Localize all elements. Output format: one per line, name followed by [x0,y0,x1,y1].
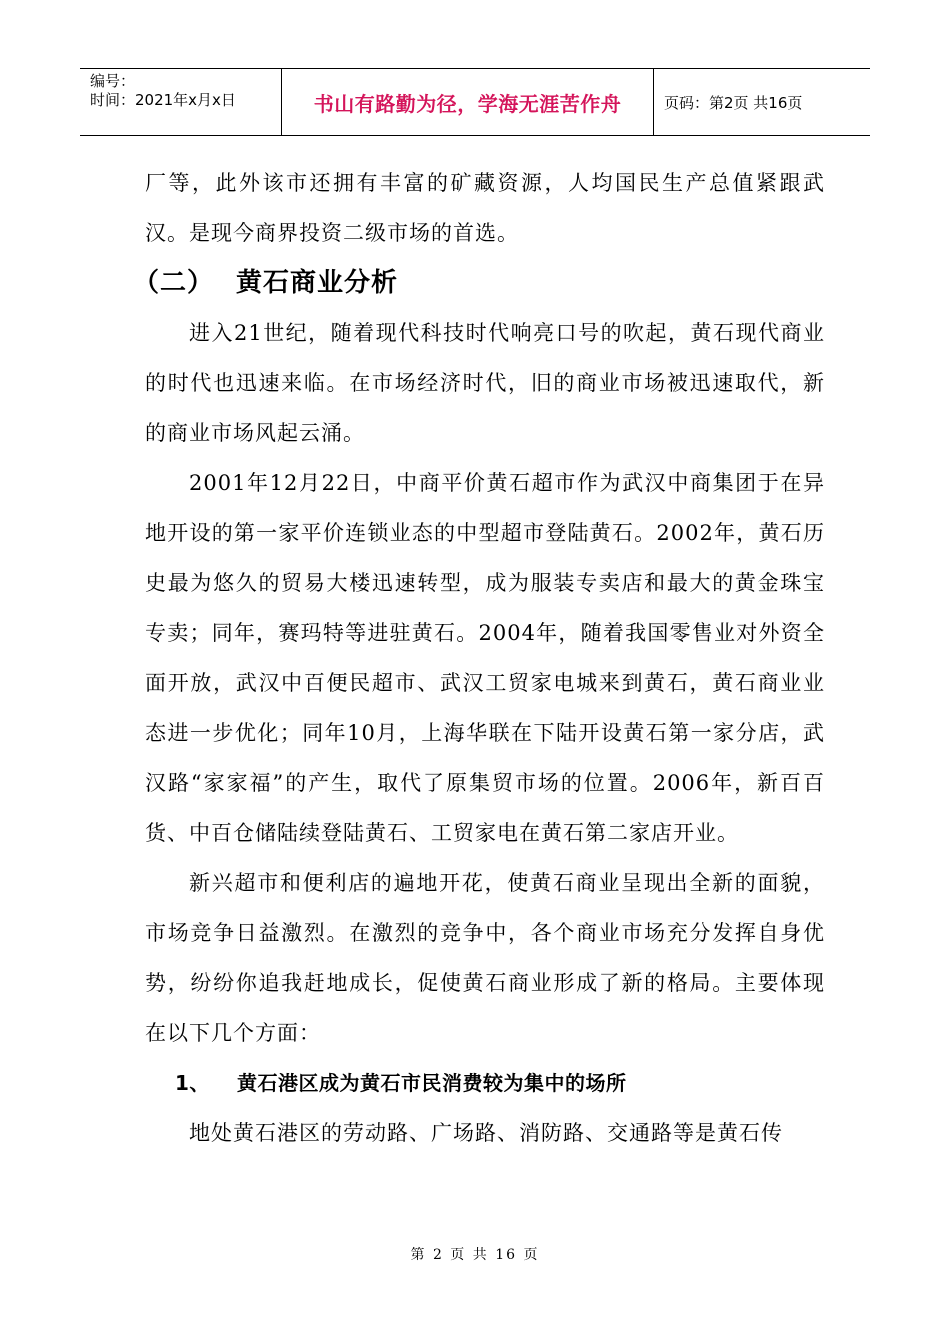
subsection-heading-1 [145,1058,825,1108]
document-body [133,158,825,1158]
paragraph-continued: 厂等，此外该市还拥有丰富的矿藏资源，人均国民生产总值紧跟武汉。是现今商界投资二级市场的首选。 [145,171,825,245]
page-footer: 第 2 页 共 16 页 [410,1247,540,1263]
header-date-label: 时间：2021年x月x日 [90,91,236,109]
section-heading-2 [133,258,825,308]
header-page-info: 页码：第2页 共16页 [664,93,803,112]
paragraph-1: 进入21世纪，随着现代科技时代响亮口号的吹起，黄石现代商业的时代也迅速来临。在市场经济时代，旧的商业市场被迅速取代，新的商业市场风起云涌。 [145,321,825,445]
header-motto: 书山有路勤为径，学海无涯苦作舟 [313,91,622,116]
paragraph-2: 2001年12月22日，中商平价黄石超市作为武汉中商集团于在异地开设的第一家平价连锁业态的中型超市登陆黄石。2002年，黄石历史最为悠久的贸易大楼迅速转型，成为服装专卖店和最大的黄金珠宝专卖；同年，赛玛特等进驻黄石。2004年，随着我国零售业对外资全面开放，武汉中百便民超市、武汉工贸家电城来到黄石，黄石商业业态进一步优化；同年10月，上海华联在下陆开设黄石第一家分店，武汉路“家家福”的产生，取代了原集贸市场的位置。2006年，新百百货、中百仓储陆续登陆黄石、工贸家电在黄石第二家店开业。 [145,471,825,845]
header-motto-cell [282,69,654,135]
section-heading-title: 黄石商业分析 [236,268,399,298]
subsection-number: 1、 [175,1071,210,1095]
paragraph-3: 新兴超市和便利店的遍地开花，使黄石商业呈现出全新的面貌，市场竞争日益激烈。在激烈的竞争中，各个商业市场充分发挥自身优势，纷纷你追我赶地成长，促使黄石商业形成了新的格局。主要体现在以下几个方面： [145,871,825,1045]
subsection-title: 黄石港区成为黄石市民消费较为集中的场所 [237,1071,627,1095]
header-table [80,68,870,136]
paragraph-4: 地处黄石港区的劳动路、广场路、消防路、交通路等是黄石传 [189,1121,783,1145]
header-page-cell [654,69,870,135]
section-heading-number: （二） [133,268,215,298]
header-left-cell [80,69,282,135]
header-number-label: 编号： [90,72,136,90]
